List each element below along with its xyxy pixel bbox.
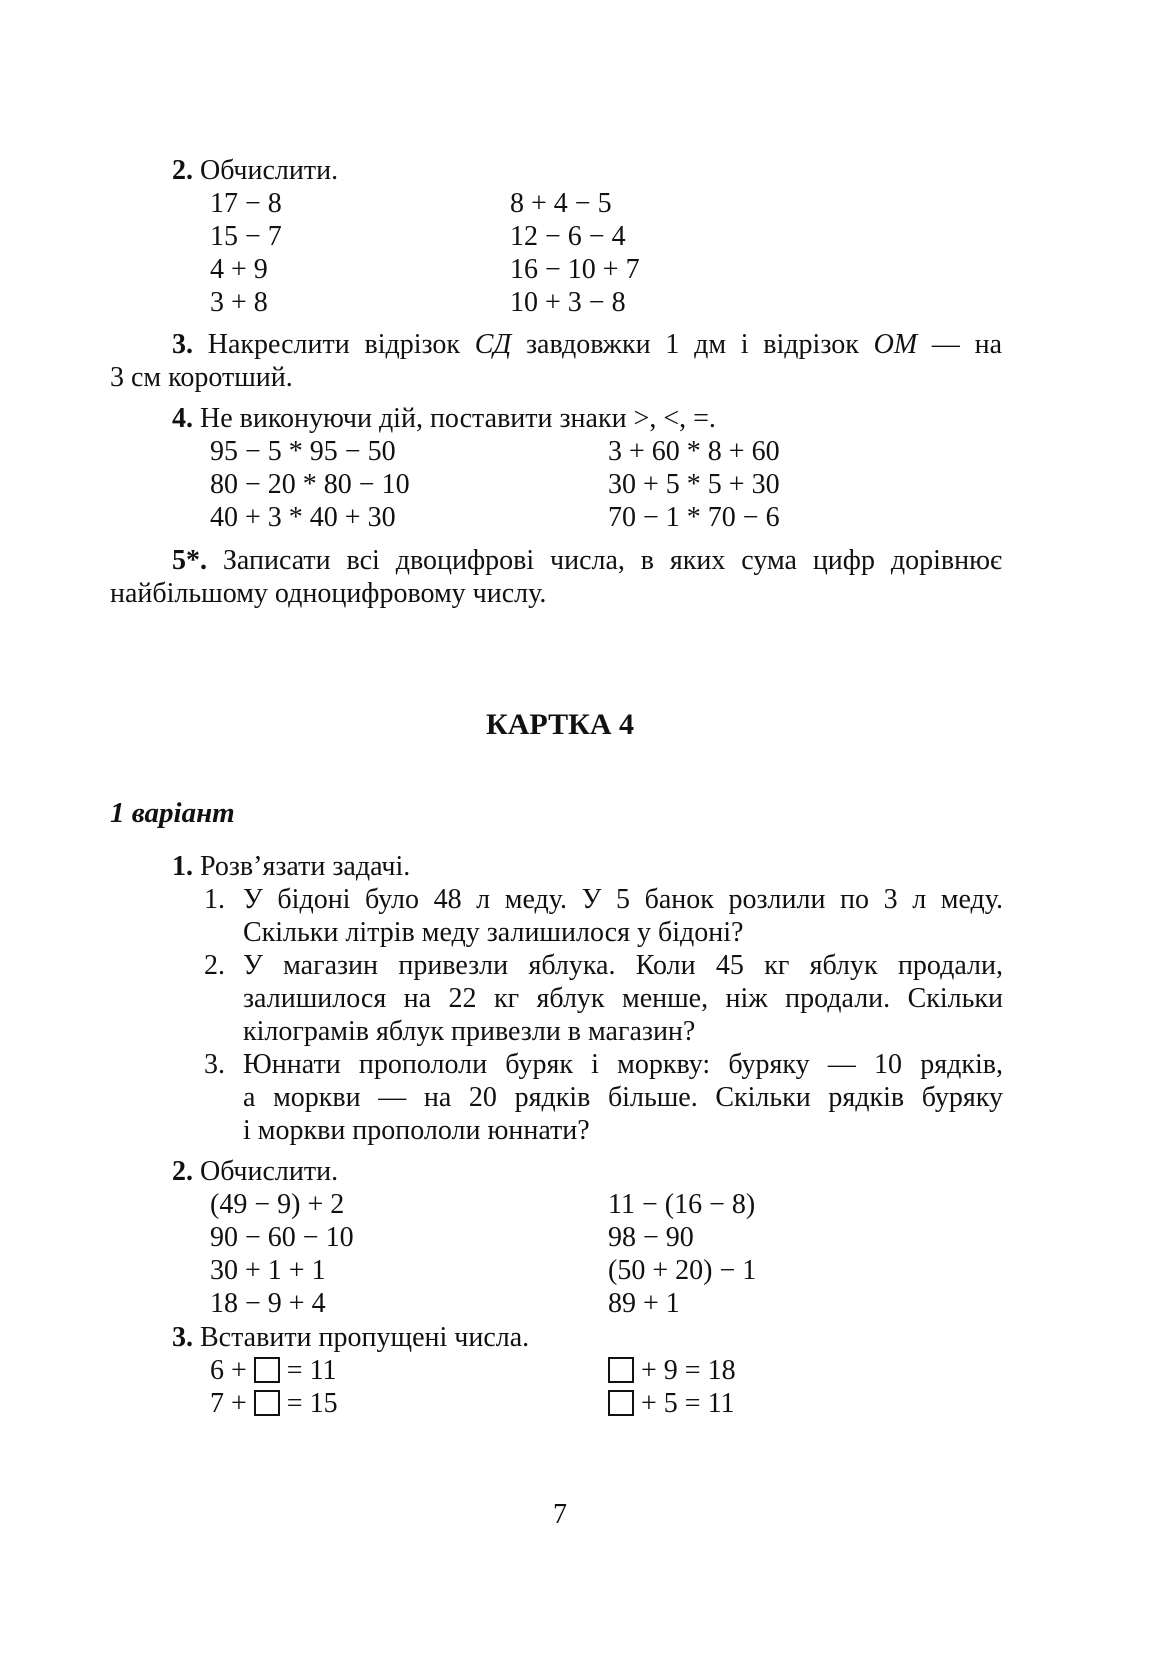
expression: 10 + 3 − 8 [510,287,626,318]
segment-label: СД [474,329,512,360]
task-4-right-column [608,435,780,534]
problem-number: 3. [204,1049,225,1080]
task-2-left-column [210,187,282,319]
task-3-line-1: 3. Накреслити відрізок СД завдовжки 1 дм і відрізок ОМ — на [172,329,1003,360]
problem-line: кілограмів яблук привезли в магазин? [243,1016,696,1047]
comparison: 95 − 5 * 95 − 50 [210,436,396,467]
task-3b-right-column [608,1354,736,1420]
comparison: 3 + 60 * 8 + 60 [608,436,780,467]
expression: 98 − 90 [608,1222,694,1253]
comparison: 40 + 3 * 40 + 30 [210,502,396,533]
missing-number-equation: + 9 = 18 [608,1354,736,1387]
problem-line: У бідоні було 48 л меду. У 5 банок розлили по 3 л меду. [243,884,1003,915]
expression: 15 − 7 [210,221,282,252]
task-2b-right-column [608,1188,756,1320]
task-2b-left-column [210,1188,354,1320]
comparison: 70 − 1 * 70 − 6 [608,502,780,533]
task-2-heading: 2. Обчислити. [172,155,339,186]
comparison: 80 − 20 * 80 − 10 [210,469,410,500]
problem-number: 1. [204,884,225,915]
card-title: КАРТКА 4 [485,708,635,741]
page-number: 7 [553,1499,567,1530]
problem-line: і моркви пропололи юннати? [243,1115,590,1146]
expression: 12 − 6 − 4 [510,221,626,252]
segment-label: ОМ [873,329,918,360]
expression: 17 − 8 [210,188,282,219]
problem-line: а моркви — на 20 рядків більше. Скільки рядків буряку [243,1082,1003,1113]
variant-title: 1 варіант [110,797,235,829]
task-3b-left-column [210,1354,338,1420]
expression: 89 + 1 [608,1288,680,1319]
comparison: 30 + 5 * 5 + 30 [608,469,780,500]
task-1-heading: 1. Розв’язати задачі. [172,851,411,882]
answer-box[interactable] [254,1357,280,1383]
task-3-line-2: 3 см коротший. [110,362,293,393]
task-4-heading: 4. Не виконуючи дій, поставити знаки >, <, =. [172,403,716,434]
task-3b-heading: 3. Вставити пропущені числа. [172,1322,530,1353]
expression: (50 + 20) − 1 [608,1255,757,1286]
expression: 4 + 9 [210,254,268,285]
answer-box[interactable] [254,1390,280,1416]
task-2-right-column [510,187,640,319]
missing-number-equation: + 5 = 11 [608,1387,736,1420]
task-5-line-1: 5*. Записати всі двоцифрові числа, в яких сума цифр дорівнює [172,545,1003,576]
problem-line: Юннати пропололи буряк і моркву: буряку — 10 рядків, [243,1049,1003,1080]
expression: 8 + 4 − 5 [510,188,612,219]
expression: 30 + 1 + 1 [210,1255,326,1286]
expression: 16 − 10 + 7 [510,254,640,285]
task-2b-heading: 2. Обчислити. [172,1156,339,1187]
answer-box[interactable] [608,1390,634,1416]
problem-line: У магазин привезли яблука. Коли 45 кг яблук продали, [243,950,1003,981]
problem-line: залишилося на 22 кг яблук менше, ніж продали. Скільки [243,983,1003,1014]
problem-line: Скільки літрів меду залишилося у бідоні? [243,917,744,948]
expression: 11 − (16 − 8) [608,1189,756,1220]
missing-number-equation: 7 + = 15 [210,1388,338,1419]
expression: (49 − 9) + 2 [210,1189,345,1220]
expression: 18 − 9 + 4 [210,1288,326,1319]
problem-number: 2. [204,950,225,981]
expression: 90 − 60 − 10 [210,1222,354,1253]
answer-box[interactable] [608,1357,634,1383]
task-5-line-2: найбільшому одноцифровому числу. [110,578,547,609]
missing-number-equation: 6 + = 11 [210,1355,337,1386]
task-4-left-column [210,435,410,534]
expression: 3 + 8 [210,287,268,318]
